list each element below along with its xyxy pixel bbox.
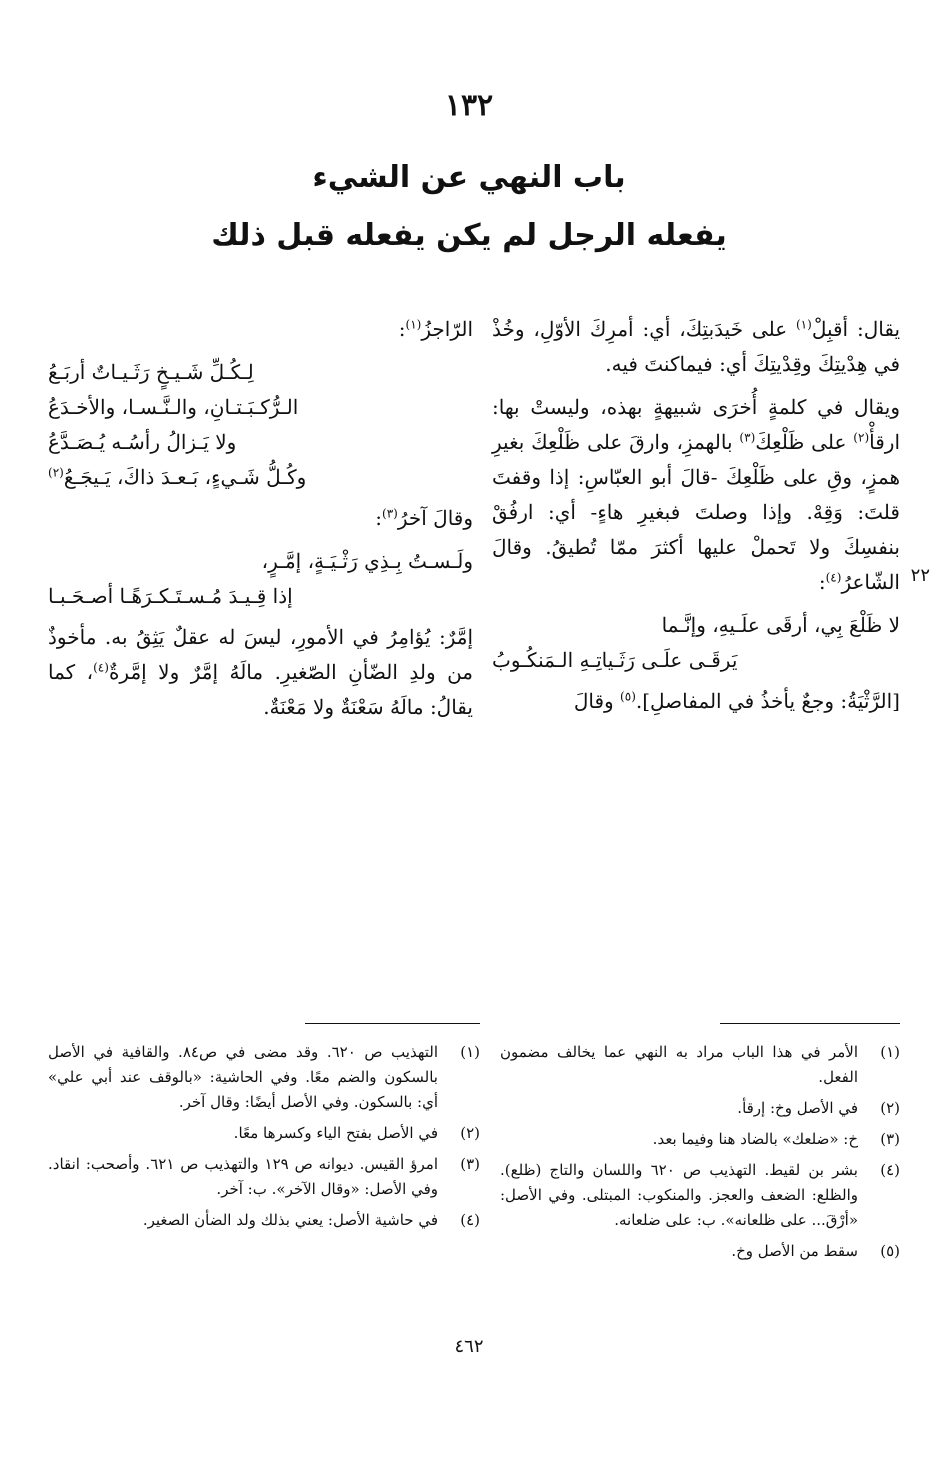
footnotes-right (500, 1040, 900, 1270)
footnote: (٣) خ: «ضلعك» بالضاد هنا وفيما بعد. (652, 1130, 900, 1148)
paragraph-2: ويقال في كلمةٍ أُخرَى شبيهةٍ بهذه، وليستْ بها: ارقأْ$^{(٢)}$ على ظَلْعِكَ$^{(٣)}$ بالهمزِ، وارقَ على ظَلْعِكَ بغيرِ همزٍ، وقِ على ظَلْعِكَ -قالَ أبو العبّاسِ: إذا وقفتَ قلتَ: وَقِهْ. وإذا وصلتَ فبغيرِ هاءٍ- أي: ارفُقْ بنفسِكَ ولا تَحملْ عليها أكثرَ ممّا تُطيقُ. وقالَ الشّاعرُ$^{(٤)}$: (492, 395, 900, 594)
footnote-ref: (٣) (382, 506, 398, 521)
paragraph-3: [الرَّثْيَةُ: وجعٌ يأخذُ في المفاصلِ].$^{(٥)}$ وقالَ (573, 689, 900, 713)
footnote-divider (720, 1023, 900, 1024)
left-text-column (48, 312, 473, 733)
chapter-title-line1: باب النهي عن الشيء (312, 160, 626, 195)
verse-hemistich: ولَـسـتُ بِـذِي رَثْـيَـةٍ، إمَّـرٍ، (261, 549, 473, 573)
footnote-ref: (٥) (620, 689, 636, 704)
footnote: (٤) بشر بن لقيط. التهذيب ص ٦٢٠ واللسان والتاج (ظلع). والظلع: الضعف والعجز. والمنكوب: المبتلى. وفي الأصل: «أرْقَ... على ظلعانه». ب: على ضلعانه. (500, 1161, 900, 1229)
footnote: (١) الأمر في هذا الباب مراد به النهي عما يخالف مضمون الفعل. (500, 1043, 900, 1086)
footnote: (٢) في الأصل بفتح الياء وكسرها معًا. (233, 1124, 480, 1142)
footnote-divider (305, 1023, 480, 1024)
right-text-column (492, 312, 900, 727)
paragraph-1: يقال: أقبِلْ$^{(١)}$ على خَيدَبتِكَ، أي: أمرِكَ الأوّلِ، وخُذْ في هِدْيتِكَ وقِدْيتِكَ أي: فيماكنتَ فيه. (492, 317, 901, 376)
verse-block (48, 544, 473, 614)
footnote: (٤) في حاشية الأصل: يعني بذلك ولد الضأن الصغير. (142, 1211, 480, 1229)
verse-hemistich: لا ظَلْعَ بِي، أرقَى علَـيهِ، وإنَّـما (661, 613, 900, 637)
footnote-ref: (٤) (93, 660, 109, 675)
footnote-ref: (١) (795, 317, 812, 332)
footnote-ref: (٢) (48, 465, 64, 480)
verse-hemistich: ولا يَـزالُ رأسُـه يُـصَـدَّعُ (48, 430, 237, 454)
footnote: (١) التهذيب ص ٦٢٠. وقد مضى في ص٨٤. والقافية في الأصل بالسكون والضم معًا. وفي الحاشية: «بالوقف عند أبي علي» أي: بالسكون. وفي الأصل أيضًا: وقال آخر. (48, 1043, 480, 1111)
margin-number: ٢٢ (910, 565, 930, 586)
footnote-ref: (٣) (739, 430, 756, 445)
verse-intro: الرّاجزُ$^{(١)}$: (398, 317, 473, 341)
verse-hemistich: إذا قِـيـدَ مُـسـتَـكـرَهًـا أصـحَـبـا (48, 584, 293, 608)
footnote: (٣) امرؤ القيس. ديوانه ص ١٢٩ والتهذيب ص ٦٢١. وأصحب: انقاد. وفي الأصل: «وقال الآخر». ب: آخر. (48, 1155, 480, 1198)
verse-hemistich: يَرقَـى علَـى رَثَـياتِـهِ الـمَنكُـوبُ (492, 648, 738, 672)
verse-hemistich: وكُـلُّ شَـيءٍ، بَـعـدَ ذاكَ، يَـيجَـعُ$^{(٢)}$ (48, 465, 307, 489)
page-number: ٤٦٢ (454, 1336, 484, 1357)
paragraph-4: إمَّرٌ: يُؤامِرُ في الأمورِ، ليسَ له عقلٌ يَثِقُ به. مأخوذٌ من ولدِ الضّأنِ الصّغيرِ. مالَهُ إمَّرٌ ولا إمَّرةٌ$^{(٤)}$، كما يقالُ: مالَهُ سَعْنَةٌ ولا مَعْنَةٌ. (48, 625, 473, 719)
footnote: (٢) في الأصل وخ: إرقأ. (737, 1099, 900, 1117)
verse-hemistich: الـرُّكـبَـتـانِ، والـنَّـسـا، والأخـدَعُ (48, 395, 299, 419)
verse-intro: وقالَ آخرُ$^{(٣)}$: (375, 506, 473, 530)
footnote-ref: (١) (405, 317, 422, 332)
verse-hemistich: لِـكُـلِّ شَـيـخٍ رَثَـيـاتٌ أربَـعُ (48, 360, 254, 384)
footnotes-left (48, 1040, 480, 1239)
footnote: (٥) سقط من الأصل وخ. (731, 1242, 900, 1260)
chapter-number: ١٣٢ (444, 88, 494, 123)
verse-block (48, 355, 473, 495)
footnote-ref: (٤) (825, 570, 842, 585)
verse-block (492, 608, 900, 678)
chapter-title-line2: يفعله الرجل لم يكن يفعله قبل ذلك (211, 218, 727, 253)
footnote-ref: (٢) (853, 430, 870, 445)
